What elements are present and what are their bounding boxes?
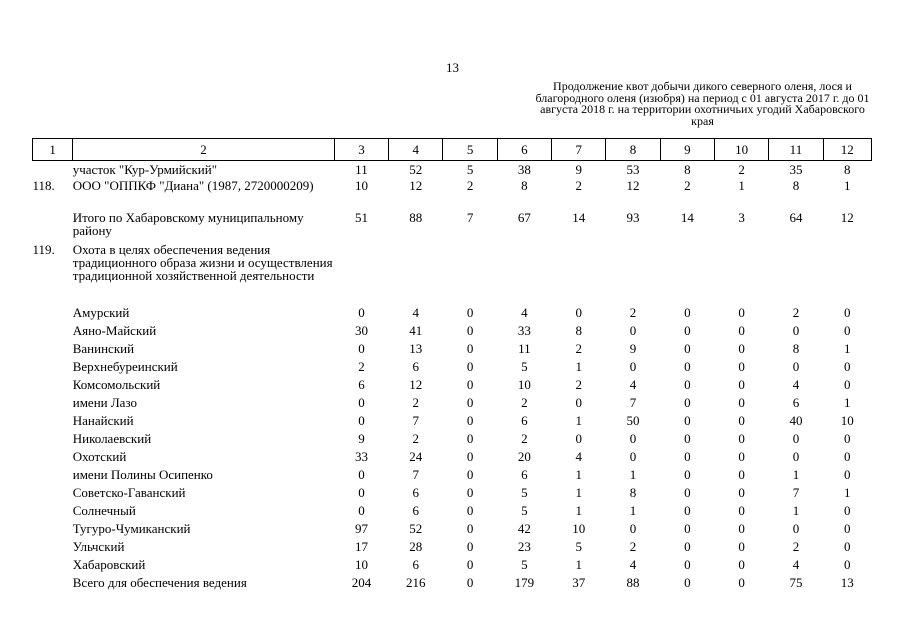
- cell-col-10: 0: [738, 575, 745, 590]
- cell-col-6: 5: [521, 359, 528, 374]
- cell-col-9: 0: [684, 377, 691, 392]
- cell-col-8: 2: [629, 305, 637, 320]
- cell-col-4: 52: [409, 521, 423, 536]
- table-row: [33, 448, 872, 466]
- cell-col-5: 0: [466, 305, 474, 320]
- cell-col-11: 1: [792, 503, 800, 518]
- cell-col-5: 0: [466, 467, 474, 482]
- row-number: 118.: [32, 178, 55, 193]
- cell-col-10: 0: [738, 557, 745, 572]
- row-number: [33, 394, 73, 412]
- cell-col-5: 0: [466, 359, 474, 374]
- row-number: 119.: [32, 242, 55, 257]
- cell-col-6: 4: [521, 305, 528, 320]
- cell-col-3: 0: [358, 467, 365, 482]
- cell-col-6: 6: [521, 413, 528, 428]
- cell-col-3: [334, 243, 388, 304]
- row-name: Аяно-Майский: [72, 323, 157, 338]
- cell-col-5: 0: [466, 449, 474, 464]
- cell-col-5: [443, 243, 497, 304]
- cell-col-7: [552, 243, 606, 304]
- cell-col-9: 0: [684, 449, 691, 464]
- cell-col-4: 7: [412, 467, 419, 482]
- cell-col-11: 2: [792, 539, 800, 554]
- column-header-5: 5: [443, 139, 497, 161]
- row-name: Ульчский: [72, 539, 125, 554]
- cell-col-7: 9: [575, 162, 582, 177]
- cell-col-11: 40: [789, 413, 803, 428]
- cell-col-6: 8: [521, 178, 528, 193]
- cell-col-4: 88: [409, 210, 423, 225]
- cell-col-6: 11: [518, 341, 531, 356]
- column-header-4: 4: [389, 139, 443, 161]
- cell-col-6: [497, 243, 551, 304]
- row-number: [33, 412, 73, 430]
- row-name: Амурский: [72, 305, 130, 320]
- table-row: [33, 520, 872, 538]
- row-number: [33, 376, 73, 394]
- cell-col-8: 4: [629, 377, 637, 392]
- row-name: Хабаровский: [72, 557, 146, 572]
- cell-col-12: 0: [844, 467, 851, 482]
- cell-col-10: 2: [738, 162, 745, 177]
- cell-col-4: 6: [412, 503, 419, 518]
- cell-col-11: 0: [792, 449, 800, 464]
- cell-col-3: 0: [358, 395, 365, 410]
- cell-col-10: 0: [738, 341, 745, 356]
- cell-col-11: 2: [792, 305, 800, 320]
- row-name: Верхнебуреинский: [72, 359, 178, 374]
- cell-col-6: 33: [517, 323, 531, 338]
- cell-col-4: 6: [412, 557, 419, 572]
- cell-col-7: 4: [575, 449, 582, 464]
- table-row: [33, 243, 872, 304]
- row-name: Советско-Гаванский: [72, 485, 186, 500]
- cell-col-12: 0: [844, 449, 851, 464]
- cell-col-7: 14: [572, 210, 586, 225]
- cell-col-8: 0: [629, 521, 637, 536]
- cell-col-3: 33: [354, 449, 368, 464]
- row-name: Солнечный: [72, 503, 136, 518]
- table-row: [33, 358, 872, 376]
- row-number: [33, 448, 73, 466]
- cell-col-11: 1: [792, 467, 800, 482]
- cell-col-5: 2: [466, 178, 474, 193]
- cell-col-4: 216: [406, 575, 426, 590]
- column-header-6: 6: [497, 139, 551, 161]
- cell-col-8: 1: [629, 503, 637, 518]
- cell-col-6: 179: [514, 575, 535, 590]
- cell-col-5: 0: [466, 557, 474, 572]
- column-header-1: 1: [33, 139, 73, 161]
- cell-col-11: 64: [789, 210, 803, 225]
- cell-col-6: 5: [521, 557, 528, 572]
- table-row: [33, 484, 872, 502]
- row-name: Ванинский: [72, 341, 135, 356]
- cell-col-7: 2: [575, 341, 582, 356]
- row-number: [33, 304, 73, 322]
- cell-col-5: 0: [466, 341, 474, 356]
- cell-col-4: 52: [409, 162, 423, 177]
- cell-col-9: 0: [684, 485, 691, 500]
- cell-col-6: 5: [521, 485, 528, 500]
- table-continuation-caption: Продолжение квот добычи дикого северного оленя, лося и благородного оленя (изюбря) на период с 01 августа 2017 г. до 01 августа 2018 г. на территории охотничьих угодий Хабаровского края: [535, 79, 870, 128]
- cell-col-8: 0: [629, 359, 637, 374]
- cell-col-12: 1: [844, 178, 851, 193]
- row-number: [33, 430, 73, 448]
- cell-col-10: 0: [738, 521, 745, 536]
- cell-col-3: 204: [351, 575, 372, 590]
- cell-col-3: 2: [358, 359, 365, 374]
- cell-col-3: 51: [354, 210, 368, 225]
- table-row: [33, 340, 872, 358]
- cell-col-11: 4: [792, 377, 800, 392]
- cell-col-10: 0: [738, 305, 745, 320]
- cell-col-9: 0: [684, 467, 691, 482]
- cell-col-5: 0: [466, 575, 474, 590]
- column-header-9: 9: [660, 139, 714, 161]
- page-number: 13: [446, 60, 459, 75]
- cell-col-7: 2: [575, 377, 582, 392]
- cell-col-4: 7: [412, 413, 419, 428]
- cell-col-6: 42: [517, 521, 531, 536]
- cell-col-10: 0: [738, 431, 745, 446]
- cell-col-3: 0: [358, 413, 365, 428]
- row-number: [33, 161, 73, 180]
- row-number: [33, 466, 73, 484]
- table-row: [33, 211, 872, 243]
- cell-col-8: 0: [629, 449, 637, 464]
- row-number: [33, 502, 73, 520]
- cell-col-7: 1: [575, 359, 582, 374]
- table-row: [33, 502, 872, 520]
- column-header-12: 12: [823, 139, 871, 161]
- cell-col-3: 30: [354, 323, 368, 338]
- cell-col-9: 8: [684, 162, 691, 177]
- table-row: [33, 412, 872, 430]
- cell-col-12: 1: [844, 395, 851, 410]
- cell-col-7: 37: [572, 575, 586, 590]
- cell-col-6: 6: [521, 467, 528, 482]
- cell-col-9: 0: [684, 503, 691, 518]
- cell-col-4: 24: [409, 449, 423, 464]
- cell-col-12: 0: [844, 557, 851, 572]
- cell-col-5: 0: [466, 323, 474, 338]
- quota-table: [32, 138, 872, 592]
- cell-col-7: 10: [572, 521, 586, 536]
- cell-col-10: 1: [738, 178, 745, 193]
- row-number: [33, 340, 73, 358]
- cell-col-5: 0: [466, 521, 474, 536]
- cell-col-11: 4: [792, 557, 800, 572]
- cell-col-4: 12: [409, 178, 423, 193]
- table-row: [33, 556, 872, 574]
- cell-col-9: 0: [684, 431, 691, 446]
- cell-col-7: 8: [575, 323, 582, 338]
- table-header-row: [33, 139, 872, 161]
- cell-col-11: 0: [792, 359, 800, 374]
- cell-col-5: 0: [466, 503, 474, 518]
- cell-col-8: 2: [629, 539, 637, 554]
- cell-col-7: 1: [575, 557, 582, 572]
- cell-col-5: 5: [466, 162, 474, 177]
- row-number: [33, 574, 73, 592]
- cell-col-12: 1: [844, 485, 851, 500]
- cell-col-5: 0: [466, 395, 474, 410]
- cell-col-12: 0: [844, 539, 851, 554]
- cell-col-11: 6: [792, 395, 800, 410]
- row-number: [33, 556, 73, 574]
- cell-col-4: 2: [412, 395, 419, 410]
- cell-col-4: 41: [409, 323, 423, 338]
- row-number: [33, 358, 73, 376]
- row-name: имени Лазо: [72, 395, 137, 410]
- cell-col-12: 0: [844, 377, 851, 392]
- table-row: [33, 466, 872, 484]
- cell-col-8: [606, 243, 660, 304]
- cell-col-7: 1: [575, 467, 582, 482]
- cell-col-12: 1: [844, 341, 851, 356]
- row-number: [33, 322, 73, 340]
- cell-col-5: 0: [466, 377, 474, 392]
- cell-col-9: 0: [684, 359, 691, 374]
- cell-col-9: 0: [684, 341, 691, 356]
- cell-col-10: [714, 243, 768, 304]
- row-name: Всего для обеспечения ведения: [72, 575, 247, 590]
- cell-col-12: 0: [844, 359, 851, 374]
- cell-col-9: [660, 243, 714, 304]
- cell-col-8: 12: [626, 178, 640, 193]
- cell-col-7: 2: [575, 178, 582, 193]
- cell-col-8: 53: [626, 162, 640, 177]
- cell-col-11: 8: [792, 178, 800, 193]
- cell-col-9: 0: [684, 539, 691, 554]
- column-header-3: 3: [334, 139, 388, 161]
- cell-col-7: 5: [575, 539, 582, 554]
- cell-col-8: 7: [629, 395, 637, 410]
- table-row: [33, 538, 872, 556]
- cell-col-12: [823, 243, 871, 304]
- cell-col-9: 2: [684, 178, 691, 193]
- cell-col-6: 23: [517, 539, 531, 554]
- row-number: [33, 211, 73, 243]
- table-row: [33, 394, 872, 412]
- cell-col-10: 0: [738, 377, 745, 392]
- cell-col-12: 0: [844, 521, 851, 536]
- table-row: [33, 376, 872, 394]
- cell-col-12: 8: [844, 162, 851, 177]
- row-number: [33, 484, 73, 502]
- cell-col-6: 67: [517, 210, 531, 225]
- cell-col-12: 10: [840, 413, 854, 428]
- cell-col-12: 12: [840, 210, 854, 225]
- cell-col-6: 2: [521, 395, 528, 410]
- cell-col-3: 0: [358, 503, 365, 518]
- cell-col-11: 8: [792, 341, 800, 356]
- cell-col-11: 75: [789, 575, 803, 590]
- cell-col-3: 9: [358, 431, 365, 446]
- cell-col-10: 0: [738, 449, 745, 464]
- cell-col-9: 0: [684, 521, 691, 536]
- table-row: [33, 161, 872, 180]
- cell-col-12: 0: [844, 431, 851, 446]
- row-number: [33, 520, 73, 538]
- cell-col-12: 13: [840, 575, 854, 590]
- column-header-2: 2: [73, 139, 335, 161]
- cell-col-8: 0: [629, 323, 637, 338]
- cell-col-11: 7: [792, 485, 800, 500]
- cell-col-4: 4: [412, 305, 419, 320]
- cell-col-5: 0: [466, 413, 474, 428]
- table-row: [33, 179, 872, 211]
- cell-col-5: 0: [466, 539, 474, 554]
- cell-col-12: 0: [844, 503, 851, 518]
- cell-col-6: 5: [521, 503, 528, 518]
- cell-col-3: 11: [355, 162, 368, 177]
- cell-col-10: 0: [738, 359, 745, 374]
- cell-col-4: 28: [409, 539, 423, 554]
- cell-col-8: 50: [626, 413, 640, 428]
- cell-col-5: 7: [466, 210, 474, 225]
- cell-col-8: 93: [626, 210, 640, 225]
- row-name: Николаевский: [72, 431, 152, 446]
- cell-col-7: 0: [575, 395, 582, 410]
- cell-col-8: 88: [626, 575, 640, 590]
- cell-col-4: 2: [412, 431, 419, 446]
- cell-col-7: 1: [575, 485, 582, 500]
- cell-col-9: 14: [680, 210, 694, 225]
- cell-col-11: 0: [792, 431, 800, 446]
- cell-col-9: 0: [684, 575, 691, 590]
- table-row: [33, 574, 872, 592]
- cell-col-10: 0: [738, 323, 745, 338]
- cell-col-3: 10: [354, 178, 368, 193]
- cell-col-10: 0: [738, 413, 745, 428]
- row-name: участок "Кур-Урмийский": [72, 162, 218, 177]
- cell-col-10: 0: [738, 539, 745, 554]
- cell-col-8: 0: [629, 431, 637, 446]
- cell-col-4: 12: [409, 377, 423, 392]
- cell-col-6: 10: [517, 377, 531, 392]
- cell-col-6: 20: [517, 449, 531, 464]
- cell-col-8: 8: [629, 485, 637, 500]
- cell-col-7: 1: [575, 413, 582, 428]
- cell-col-9: 0: [684, 305, 691, 320]
- cell-col-4: 6: [412, 485, 419, 500]
- cell-col-3: 6: [358, 377, 365, 392]
- row-name: Нанайский: [72, 413, 134, 428]
- cell-col-3: 0: [358, 305, 365, 320]
- cell-col-3: 0: [358, 485, 365, 500]
- table-body: [33, 161, 872, 593]
- cell-col-7: 0: [575, 431, 582, 446]
- row-name: ООО "ОППКФ "Диана" (1987, 2720000209): [72, 178, 314, 193]
- row-name: Охота в целях обеспечения ведения традиционного образа жизни и осуществления традиционной хозяйственной деятельности: [72, 242, 333, 283]
- cell-col-10: 0: [738, 467, 745, 482]
- cell-col-11: 0: [792, 323, 800, 338]
- cell-col-12: 0: [844, 323, 851, 338]
- cell-col-6: 2: [521, 431, 528, 446]
- cell-col-4: 13: [409, 341, 423, 356]
- cell-col-8: 4: [629, 557, 637, 572]
- cell-col-3: 17: [354, 539, 368, 554]
- row-name: Тугуро-Чумиканский: [72, 521, 191, 536]
- column-header-7: 7: [552, 139, 606, 161]
- cell-col-9: 0: [684, 413, 691, 428]
- cell-col-3: 97: [354, 521, 368, 536]
- cell-col-11: [769, 243, 823, 304]
- row-name: Комсомольский: [72, 377, 161, 392]
- cell-col-11: 35: [789, 162, 803, 177]
- cell-col-9: 0: [684, 557, 691, 572]
- cell-col-10: 0: [738, 395, 745, 410]
- cell-col-9: 0: [684, 323, 691, 338]
- column-header-11: 11: [769, 139, 823, 161]
- row-number: [33, 538, 73, 556]
- column-header-8: 8: [606, 139, 660, 161]
- cell-col-8: 9: [629, 341, 637, 356]
- cell-col-10: 0: [738, 503, 745, 518]
- cell-col-3: 0: [358, 341, 365, 356]
- cell-col-7: 0: [575, 305, 582, 320]
- table-row: [33, 430, 872, 448]
- cell-col-5: 0: [466, 485, 474, 500]
- column-header-10: 10: [714, 139, 768, 161]
- cell-col-10: 3: [738, 210, 745, 225]
- cell-col-10: 0: [738, 485, 745, 500]
- cell-col-9: 0: [684, 395, 691, 410]
- cell-col-6: 38: [517, 162, 531, 177]
- row-name: Итого по Хабаровскому муниципальному району: [72, 210, 304, 238]
- cell-col-4: [389, 243, 443, 304]
- cell-col-8: 1: [629, 467, 637, 482]
- cell-col-3: 10: [354, 557, 368, 572]
- row-name: имени Полины Осипенко: [72, 467, 213, 482]
- cell-col-12: 0: [844, 305, 851, 320]
- row-name: Охотский: [72, 449, 127, 464]
- cell-col-11: 0: [792, 521, 800, 536]
- cell-col-5: 0: [466, 431, 474, 446]
- table-row: [33, 322, 872, 340]
- table-row: [33, 304, 872, 322]
- cell-col-4: 6: [412, 359, 419, 374]
- cell-col-7: 1: [575, 503, 582, 518]
